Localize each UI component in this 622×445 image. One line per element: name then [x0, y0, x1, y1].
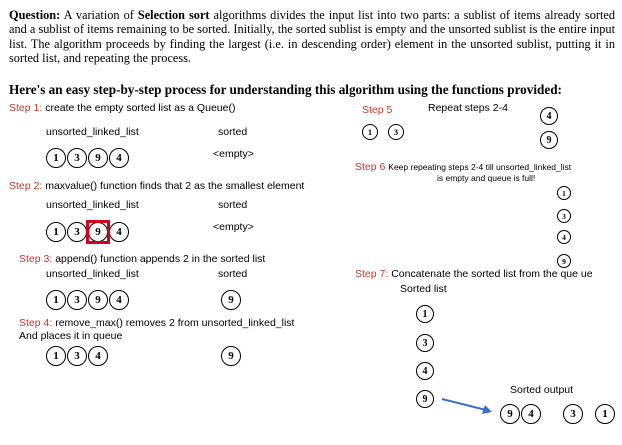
node-row4-2: 4: [88, 346, 108, 366]
node-step7-2: 4: [416, 362, 434, 380]
node-row2-2: 9: [88, 222, 108, 242]
step-4-text: remove_max() removes 2 from unsorted_linked_list: [52, 317, 295, 329]
node-step7-3: 9: [416, 390, 434, 408]
unsorted-label-2: unsorted_linked_list: [46, 199, 139, 211]
node-row2-1: 3: [67, 222, 87, 242]
node-row3-3: 4: [109, 290, 129, 310]
node-step5-1: 3: [388, 124, 404, 140]
node-output-3: 1: [595, 404, 615, 424]
node-row2-3: 4: [109, 222, 129, 242]
node-row1-1: 3: [67, 148, 87, 168]
step-5-label: Step 5: [362, 104, 393, 116]
step-2-text: maxvalue() function finds that 2 as the smallest element: [42, 180, 305, 192]
node-row3-0: 1: [46, 290, 66, 310]
node-step5-queue-1: 9: [540, 131, 558, 149]
node-row3-sorted: 9: [221, 290, 241, 310]
step-2-label: Step 2:: [9, 180, 43, 192]
step-3-text: append() function appends 2 in the sorted list: [52, 253, 266, 265]
question-paragraph: [9, 8, 615, 66]
node-row1-3: 4: [109, 148, 129, 168]
empty-label-1: <empty>: [213, 148, 254, 160]
step-6-line2: is empty and queue is full!: [437, 173, 536, 183]
unsorted-label-3: unsorted_linked_list: [46, 268, 139, 280]
node-step6-queue-0: 1: [557, 186, 571, 200]
selection-sort-term: Selection sort: [137, 8, 210, 22]
step-4-label: Step 4:: [19, 317, 53, 329]
max-highlight-box: [86, 220, 110, 244]
step-7-text: Concatenate the sorted list from the que ue: [388, 268, 593, 280]
node-row3-2: 9: [88, 290, 108, 310]
step-7: [355, 268, 593, 280]
step-6: [355, 161, 571, 173]
step-5-text: Repeat steps 2-4: [428, 102, 508, 114]
node-step7-0: 1: [416, 305, 434, 323]
node-output-0: 9: [500, 404, 520, 424]
node-row1-2: 9: [88, 148, 108, 168]
step-7-label: Step 7:: [355, 268, 389, 280]
sorted-output-label: Sorted output: [510, 384, 574, 396]
sorted-label-1: sorted: [218, 126, 248, 138]
step-6-label: Step 6: [355, 161, 386, 173]
sorted-list-label: Sorted list: [400, 283, 447, 295]
node-row3-1: 3: [67, 290, 87, 310]
node-step7-1: 3: [416, 334, 434, 352]
node-row2-0: 1: [46, 222, 66, 242]
step-1-label: Step 1:: [9, 102, 43, 114]
step-2: [9, 180, 304, 192]
step-4-line2: And places it in queue: [19, 330, 123, 342]
step-3-label: Step 3:: [19, 253, 53, 265]
sorted-label-3: sorted: [218, 268, 248, 280]
intro-text-2: algorithms divides the input list into two parts: a sublist of items already sorted and a sublist of items remaining to be sorted. Initially, the sorted sublist is empty and the unsorted sublist is the entire input list. The algorithm proceeds by finding the largest (i.e. in descending order) element in the unsorted sublist, putting it in sorted list, and repeating the process.: [9, 8, 615, 66]
step-6-text: Keep repeating steps 2-4 till unsorted_linked_list: [388, 162, 572, 172]
node-output-2: 3: [563, 404, 583, 424]
node-row4-sorted: 9: [221, 346, 241, 366]
step-1: [9, 102, 235, 114]
node-output-1: 4: [521, 404, 541, 424]
concatenate-arrow: [440, 395, 496, 419]
empty-label-2: <empty>: [213, 221, 254, 233]
intro-text-1: A variation of: [60, 8, 138, 22]
node-step6-queue-1: 3: [557, 209, 571, 223]
unsorted-label-1: unsorted_linked_list: [46, 126, 139, 138]
node-step6-queue-2: 4: [557, 230, 571, 244]
node-step6-queue-3: 9: [557, 254, 571, 268]
sorted-label-2: sorted: [218, 199, 248, 211]
step-3: [19, 253, 265, 265]
node-row1-0: 1: [46, 148, 66, 168]
node-step5-queue-0: 4: [540, 107, 558, 125]
node-row4-1: 3: [67, 346, 87, 366]
node-row4-0: 1: [46, 346, 66, 366]
step-4: [19, 317, 294, 329]
node-step5-0: 1: [362, 124, 378, 140]
step-1-text: create the empty sorted list as a Queue(): [42, 102, 236, 114]
question-label: Question:: [9, 8, 61, 22]
section-heading: Here's an easy step-by-step process for understanding this algorithm using the functions provided:: [9, 82, 562, 97]
